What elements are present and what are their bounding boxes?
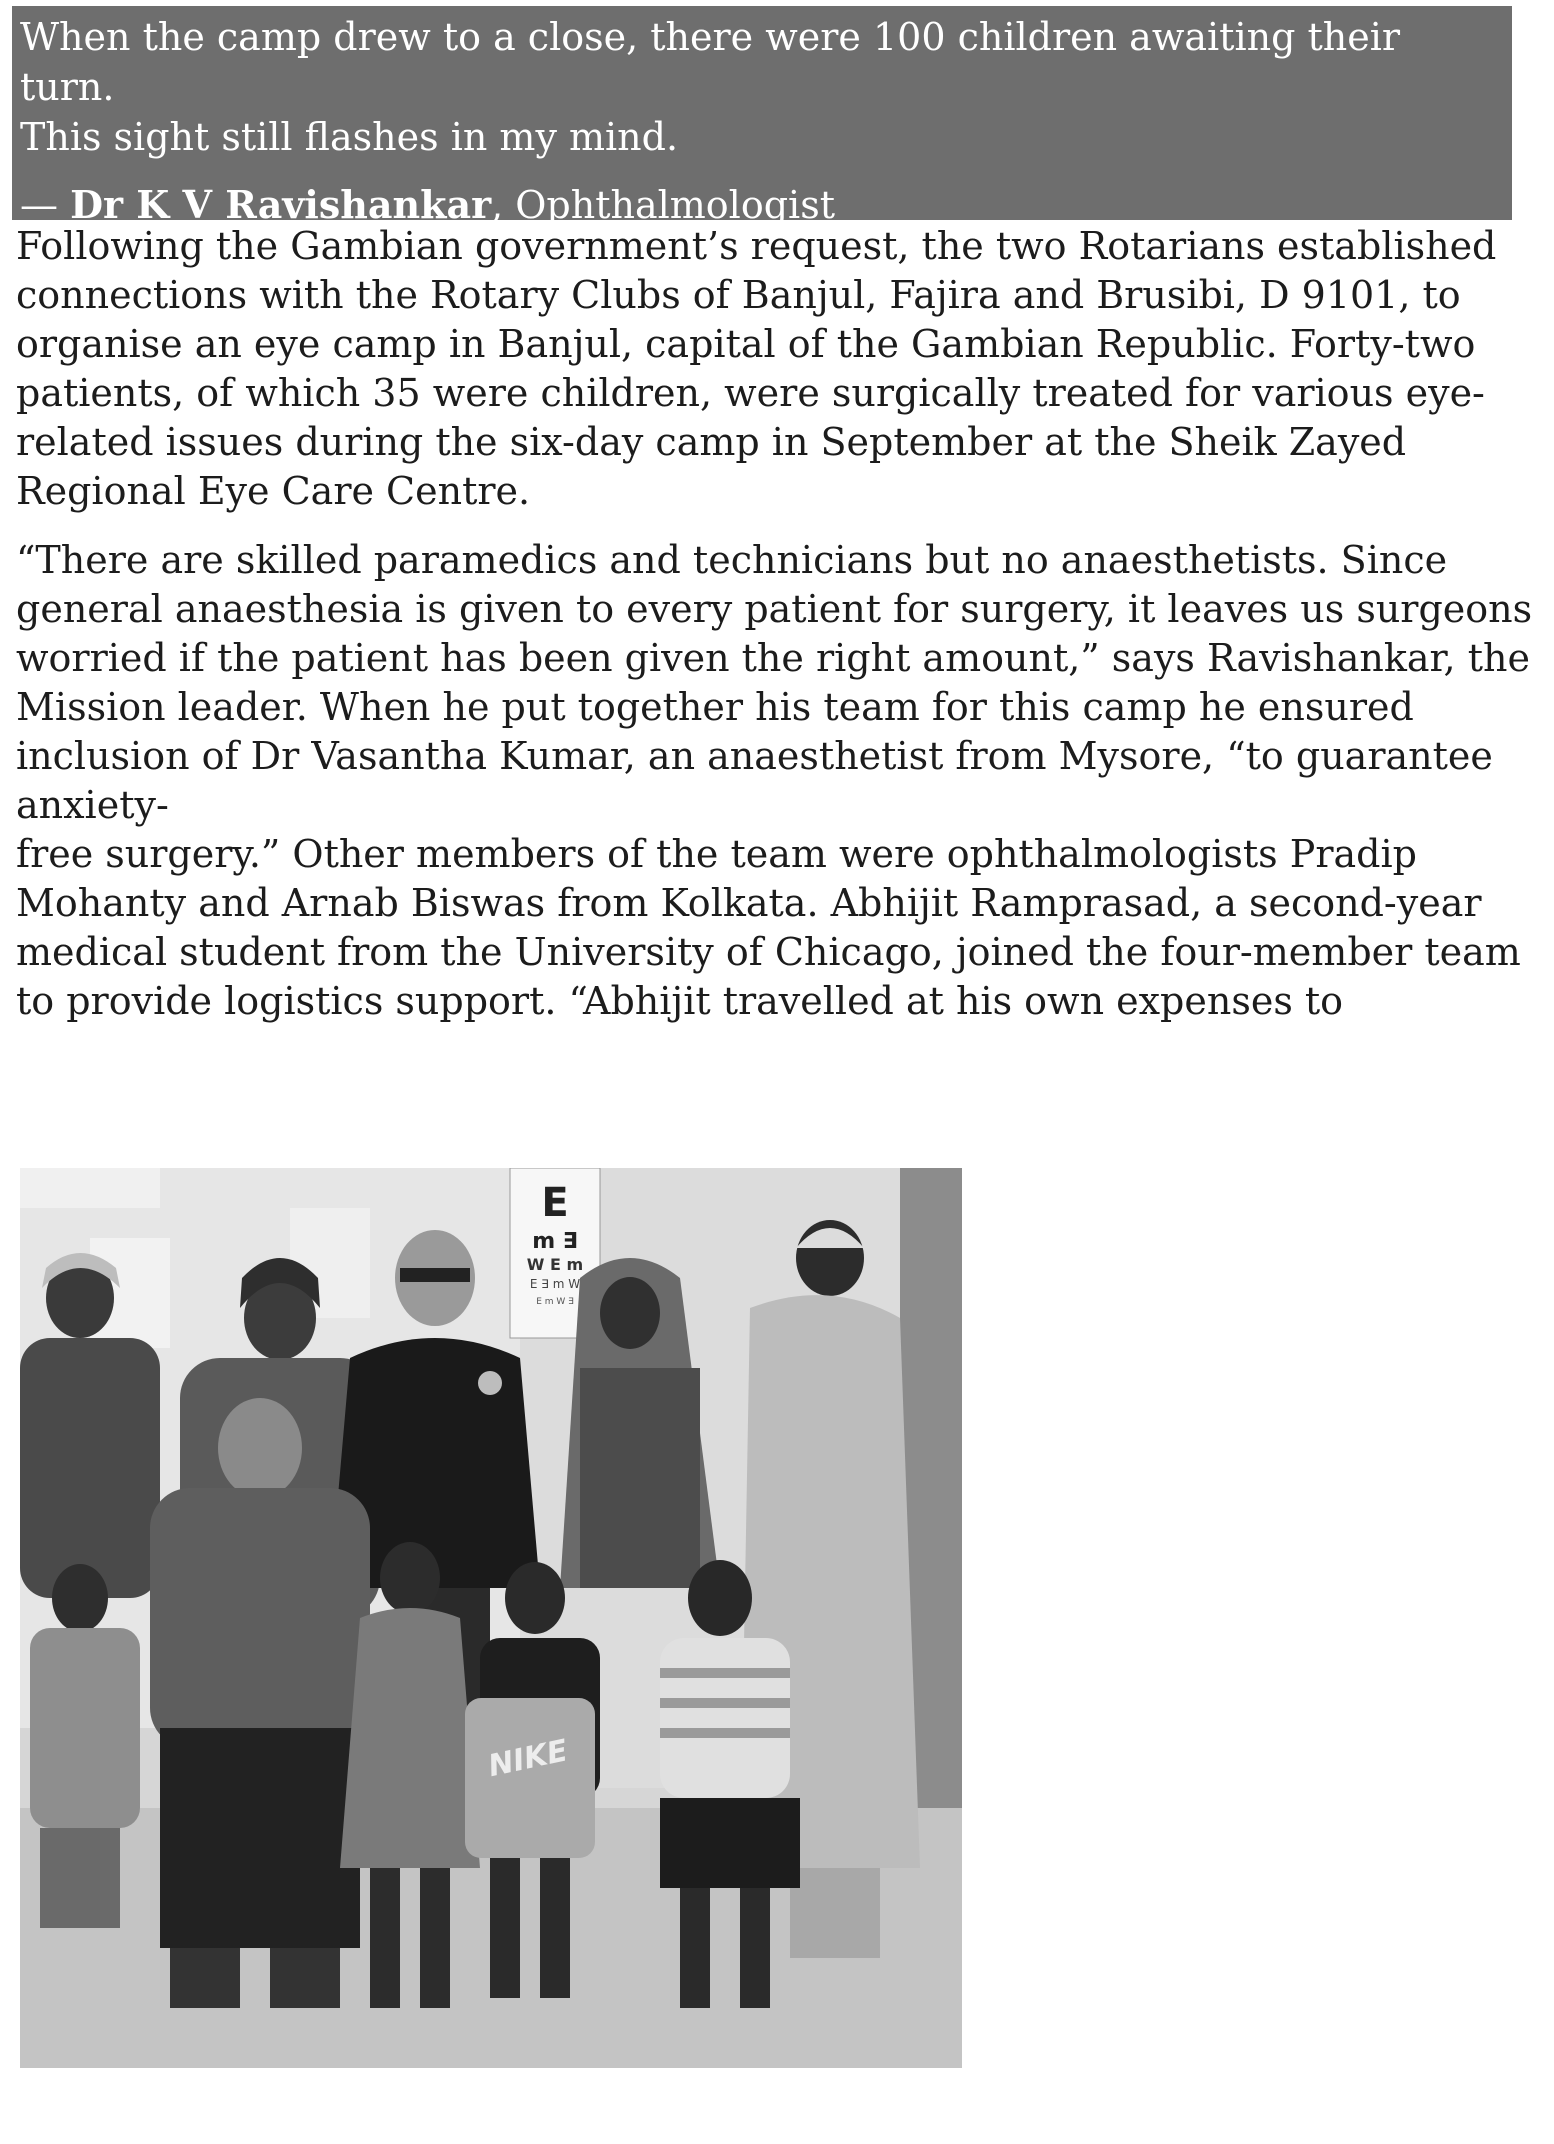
eye-chart-row: E ∃ m W [529, 1277, 581, 1291]
eye-chart-row: W E m [526, 1255, 584, 1274]
shirt-print: NIKE [485, 1733, 571, 1785]
attribution-author: Dr K V Ravishankar [70, 182, 492, 227]
seated-man [150, 1398, 370, 2008]
article-body [16, 222, 1541, 1046]
eye-chart-row: m ∃ [532, 1229, 578, 1254]
group-photo-illustration [20, 1168, 962, 2068]
group-photo [20, 1168, 962, 2068]
article-paragraph: Following the Gambian government’s request, the two Rotarians established connections with the Rotary Clubs of Banjul, Fajira and Brusibi, D 9101, to organise an eye camp in Banjul, capital of the Gambian Republic. Forty-two patients, of which 35 were children, were surgically treated for various eye- related issues during the six-day camp in September at the Sheik Zayed Regional Eye Care Centre. [16, 224, 1497, 513]
pull-quote-text: When the camp drew to a close, there were 100 children awaiting their turn. This sight still flashes in my mind. [20, 15, 1401, 159]
pull-quote [12, 6, 1512, 227]
attribution-role: , Ophthalmologist [491, 183, 835, 227]
eye-chart-row: E m W ∃ [536, 1297, 574, 1307]
attribution-dash: — [20, 183, 71, 227]
eye-chart-row: E [541, 1180, 569, 1226]
article-paragraph: “There are skilled paramedics and technicians but no anaesthetists. Since general anaesthesia is given to every patient for surgery, it leaves us surgeons worried if the patient has been given the right amount,” says Ravishankar, the Mission leader. When he put together his team for this camp he ensured inclusion of Dr Vasantha Kumar, an anaesthetist from Mysore, “to guarantee anxiety- free surgery.” Other members of the team were ophthalmologists Pradip Mohanty and Arnab Biswas from Kolkata. Abhijit Ramprasad, a second-year medical student from the University of Chicago, joined the four-member team to provide logistics support. “Abhijit travelled at his own expenses to [16, 538, 1533, 1023]
